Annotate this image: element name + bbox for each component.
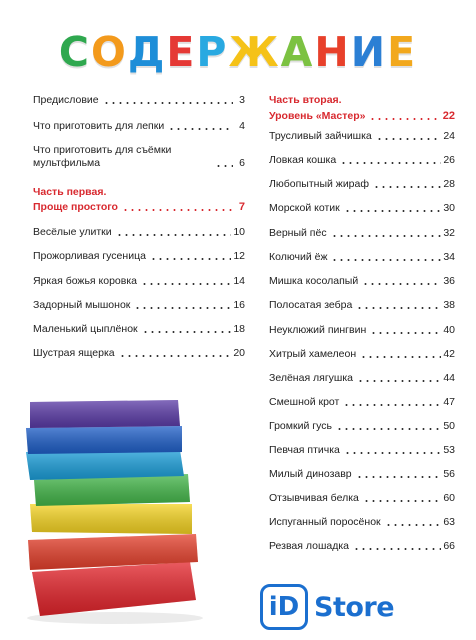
leader-dots — [344, 210, 442, 212]
toc-item[interactable] — [269, 516, 455, 529]
toc-item-page: 14 — [233, 275, 245, 287]
toc-item[interactable] — [33, 226, 245, 239]
leader-dots — [344, 452, 441, 454]
leader-dots — [141, 283, 231, 285]
toc-item-page: 20 — [233, 347, 245, 359]
toc-item[interactable] — [269, 468, 455, 481]
toc-item-title: Трусливый зайчишка — [269, 130, 372, 142]
idstore-logo — [260, 583, 394, 631]
leader-dots — [340, 162, 441, 164]
toc-item-page: 3 — [239, 94, 245, 106]
toc-item-title: Полосатая зебра — [269, 299, 353, 311]
toc-item-preface[interactable] — [33, 94, 245, 107]
section-heading — [33, 186, 245, 199]
toc-item-page: 47 — [443, 396, 455, 408]
toc-item[interactable] — [33, 347, 245, 360]
toc-item-title: Любопытный жираф — [269, 178, 369, 190]
toc-item-page: 38 — [443, 299, 455, 311]
toc-item-page: 6 — [239, 157, 245, 169]
leader-dots — [122, 209, 233, 211]
toc-item-title: Громкий гусь — [269, 420, 332, 432]
toc-item-title: Хитрый хамелеон — [269, 348, 357, 360]
toc-item-title: Отзывчивая белка — [269, 492, 359, 504]
toc-item-title: Маленький цыплёнок — [33, 323, 138, 335]
toc-item-page: 53 — [443, 444, 455, 456]
leader-dots — [376, 138, 442, 140]
leader-dots — [134, 307, 231, 309]
toc-item-title: Певчая птичка — [269, 444, 340, 456]
leader-dots — [360, 356, 441, 358]
toc-item-page: 12 — [233, 250, 245, 262]
leader-dots — [150, 258, 231, 260]
toc-item-page: 60 — [443, 492, 455, 504]
leader-dots — [331, 259, 441, 261]
toc-item[interactable] — [269, 202, 455, 215]
toc-item-title: Смешной крот — [269, 396, 340, 408]
leader-dots — [357, 380, 441, 382]
purple-bar-top — [30, 400, 180, 428]
leader-dots — [363, 500, 441, 502]
leader-dots — [116, 234, 232, 236]
toc-item-page: 63 — [443, 516, 455, 528]
toc-item[interactable] — [269, 348, 455, 361]
leader-dots — [373, 186, 441, 188]
title-letter: Е — [166, 28, 197, 76]
leader-dots — [142, 331, 232, 333]
blue-bar — [26, 426, 182, 454]
toc-item-title: Что приготовить для лепки — [33, 120, 165, 132]
leader-dots — [331, 235, 442, 237]
toc-item[interactable] — [269, 444, 455, 457]
toc-item[interactable] — [33, 323, 245, 336]
toc-item[interactable] — [269, 396, 455, 409]
logo-text: Store — [314, 591, 395, 623]
toc-item-title: Резвая лошадка — [269, 540, 350, 552]
section-title-row — [269, 110, 455, 123]
toc-item-page: 32 — [443, 227, 455, 239]
toc-item[interactable] — [269, 492, 455, 505]
toc-item[interactable] — [269, 275, 455, 288]
toc-item-title: Колючий ёж — [269, 251, 328, 263]
toc-item-page: 30 — [443, 202, 455, 214]
leader-dots — [103, 102, 233, 104]
section-title: Уровень «Мастер» — [269, 110, 366, 122]
leader-dots — [370, 332, 441, 334]
leader-dots — [168, 128, 233, 130]
title-letter: Е — [387, 28, 418, 76]
toc-item-title: Испуганный поросёнок — [269, 516, 381, 528]
leader-dots — [385, 524, 442, 526]
toc-item[interactable] — [269, 178, 455, 191]
leader-dots — [369, 118, 440, 120]
toc-item-title: Верный пёс — [269, 227, 327, 239]
red-bar-bottom — [32, 562, 196, 616]
toc-item-title: Прожорливая гусеница — [33, 250, 146, 262]
toc-item-title: Яркая божья коровка — [33, 275, 137, 287]
toc-item-title: Шустрая ящерка — [33, 347, 115, 359]
toc-item-page: 18 — [233, 323, 245, 335]
title-letter: Н — [314, 28, 351, 76]
toc-item-page: 34 — [443, 251, 455, 263]
toc-item-page: 10 — [233, 226, 245, 238]
toc-item-page: 44 — [443, 372, 455, 384]
toc-item-title: Что приготовить для съёмки мультфильма — [33, 144, 172, 169]
cyan-bar — [26, 450, 184, 480]
title-letter: А — [280, 28, 315, 76]
toc-item-title: Весёлые улитки — [33, 226, 112, 238]
toc-item[interactable] — [33, 250, 245, 263]
section-label: Часть вторая. — [269, 94, 342, 106]
toc-item-title: Морской котик — [269, 202, 340, 214]
toc-item-page: 50 — [443, 420, 455, 432]
toc-item[interactable] — [269, 251, 455, 264]
toc-item-page: 26 — [443, 154, 455, 166]
section-title: Проще простого — [33, 201, 118, 213]
toc-item-sculpting-supplies[interactable] — [33, 120, 245, 133]
toc-item-title: Зелёная лягушка — [269, 372, 354, 384]
title-letter: И — [350, 28, 388, 76]
toc-item-title: Ловкая кошка — [269, 154, 337, 166]
leader-dots — [356, 476, 442, 478]
title-letter: Ж — [228, 28, 281, 76]
section-heading — [269, 94, 455, 107]
toc-item-page: 40 — [443, 324, 455, 336]
toc-item[interactable] — [33, 275, 245, 288]
section-part-one[interactable] — [33, 186, 245, 212]
toc-item-page: 24 — [443, 130, 455, 142]
toc-item-title: Мишка косолапый — [269, 275, 359, 287]
toc-item-page: 56 — [443, 468, 455, 480]
toc-item[interactable] — [269, 299, 455, 312]
leader-dots — [119, 355, 232, 357]
section-title-row — [33, 201, 245, 214]
toc-item-title: Милый динозавр — [269, 468, 352, 480]
toc-item-filming-supplies[interactable] — [33, 144, 245, 170]
toc-item-title: Задорный мышонок — [33, 299, 131, 311]
toc-item[interactable] — [269, 372, 455, 385]
toc-item[interactable] — [269, 154, 455, 167]
toc-item-title: Предисловие — [33, 94, 99, 106]
leader-dots — [215, 165, 233, 167]
section-label: Часть первая. — [33, 186, 107, 198]
leader-dots — [353, 548, 441, 550]
title-letter: С — [58, 28, 92, 76]
toc-item-page: 28 — [443, 178, 455, 190]
page-title — [0, 22, 476, 82]
toc-item-page: 36 — [443, 275, 455, 287]
toc-item[interactable] — [269, 420, 455, 433]
leader-dots — [336, 428, 441, 430]
toc-item-page: 16 — [233, 299, 245, 311]
section-part-two[interactable] — [269, 94, 455, 120]
title-letter: Р — [196, 28, 229, 76]
leader-dots — [362, 283, 441, 285]
toc-item[interactable] — [269, 540, 455, 553]
toc-item[interactable] — [269, 130, 455, 143]
title-letter: Д — [127, 28, 167, 76]
logo-badge: iD — [260, 584, 308, 630]
section-page: 22 — [442, 110, 455, 122]
plasticine-stack-image — [20, 392, 205, 624]
leader-dots — [356, 307, 441, 309]
toc-item[interactable] — [33, 299, 245, 312]
yellow-bar — [30, 504, 192, 534]
section-page: 7 — [238, 201, 245, 213]
toc-item-page: 66 — [443, 540, 455, 552]
toc-item[interactable] — [269, 227, 455, 240]
toc-item[interactable] — [269, 324, 455, 337]
leader-dots — [343, 404, 441, 406]
toc-item-title: Неуклюжий пингвин — [269, 324, 367, 336]
toc-item-page: 4 — [239, 120, 245, 132]
title-letter: О — [91, 28, 128, 76]
toc-item-page: 42 — [443, 348, 455, 360]
